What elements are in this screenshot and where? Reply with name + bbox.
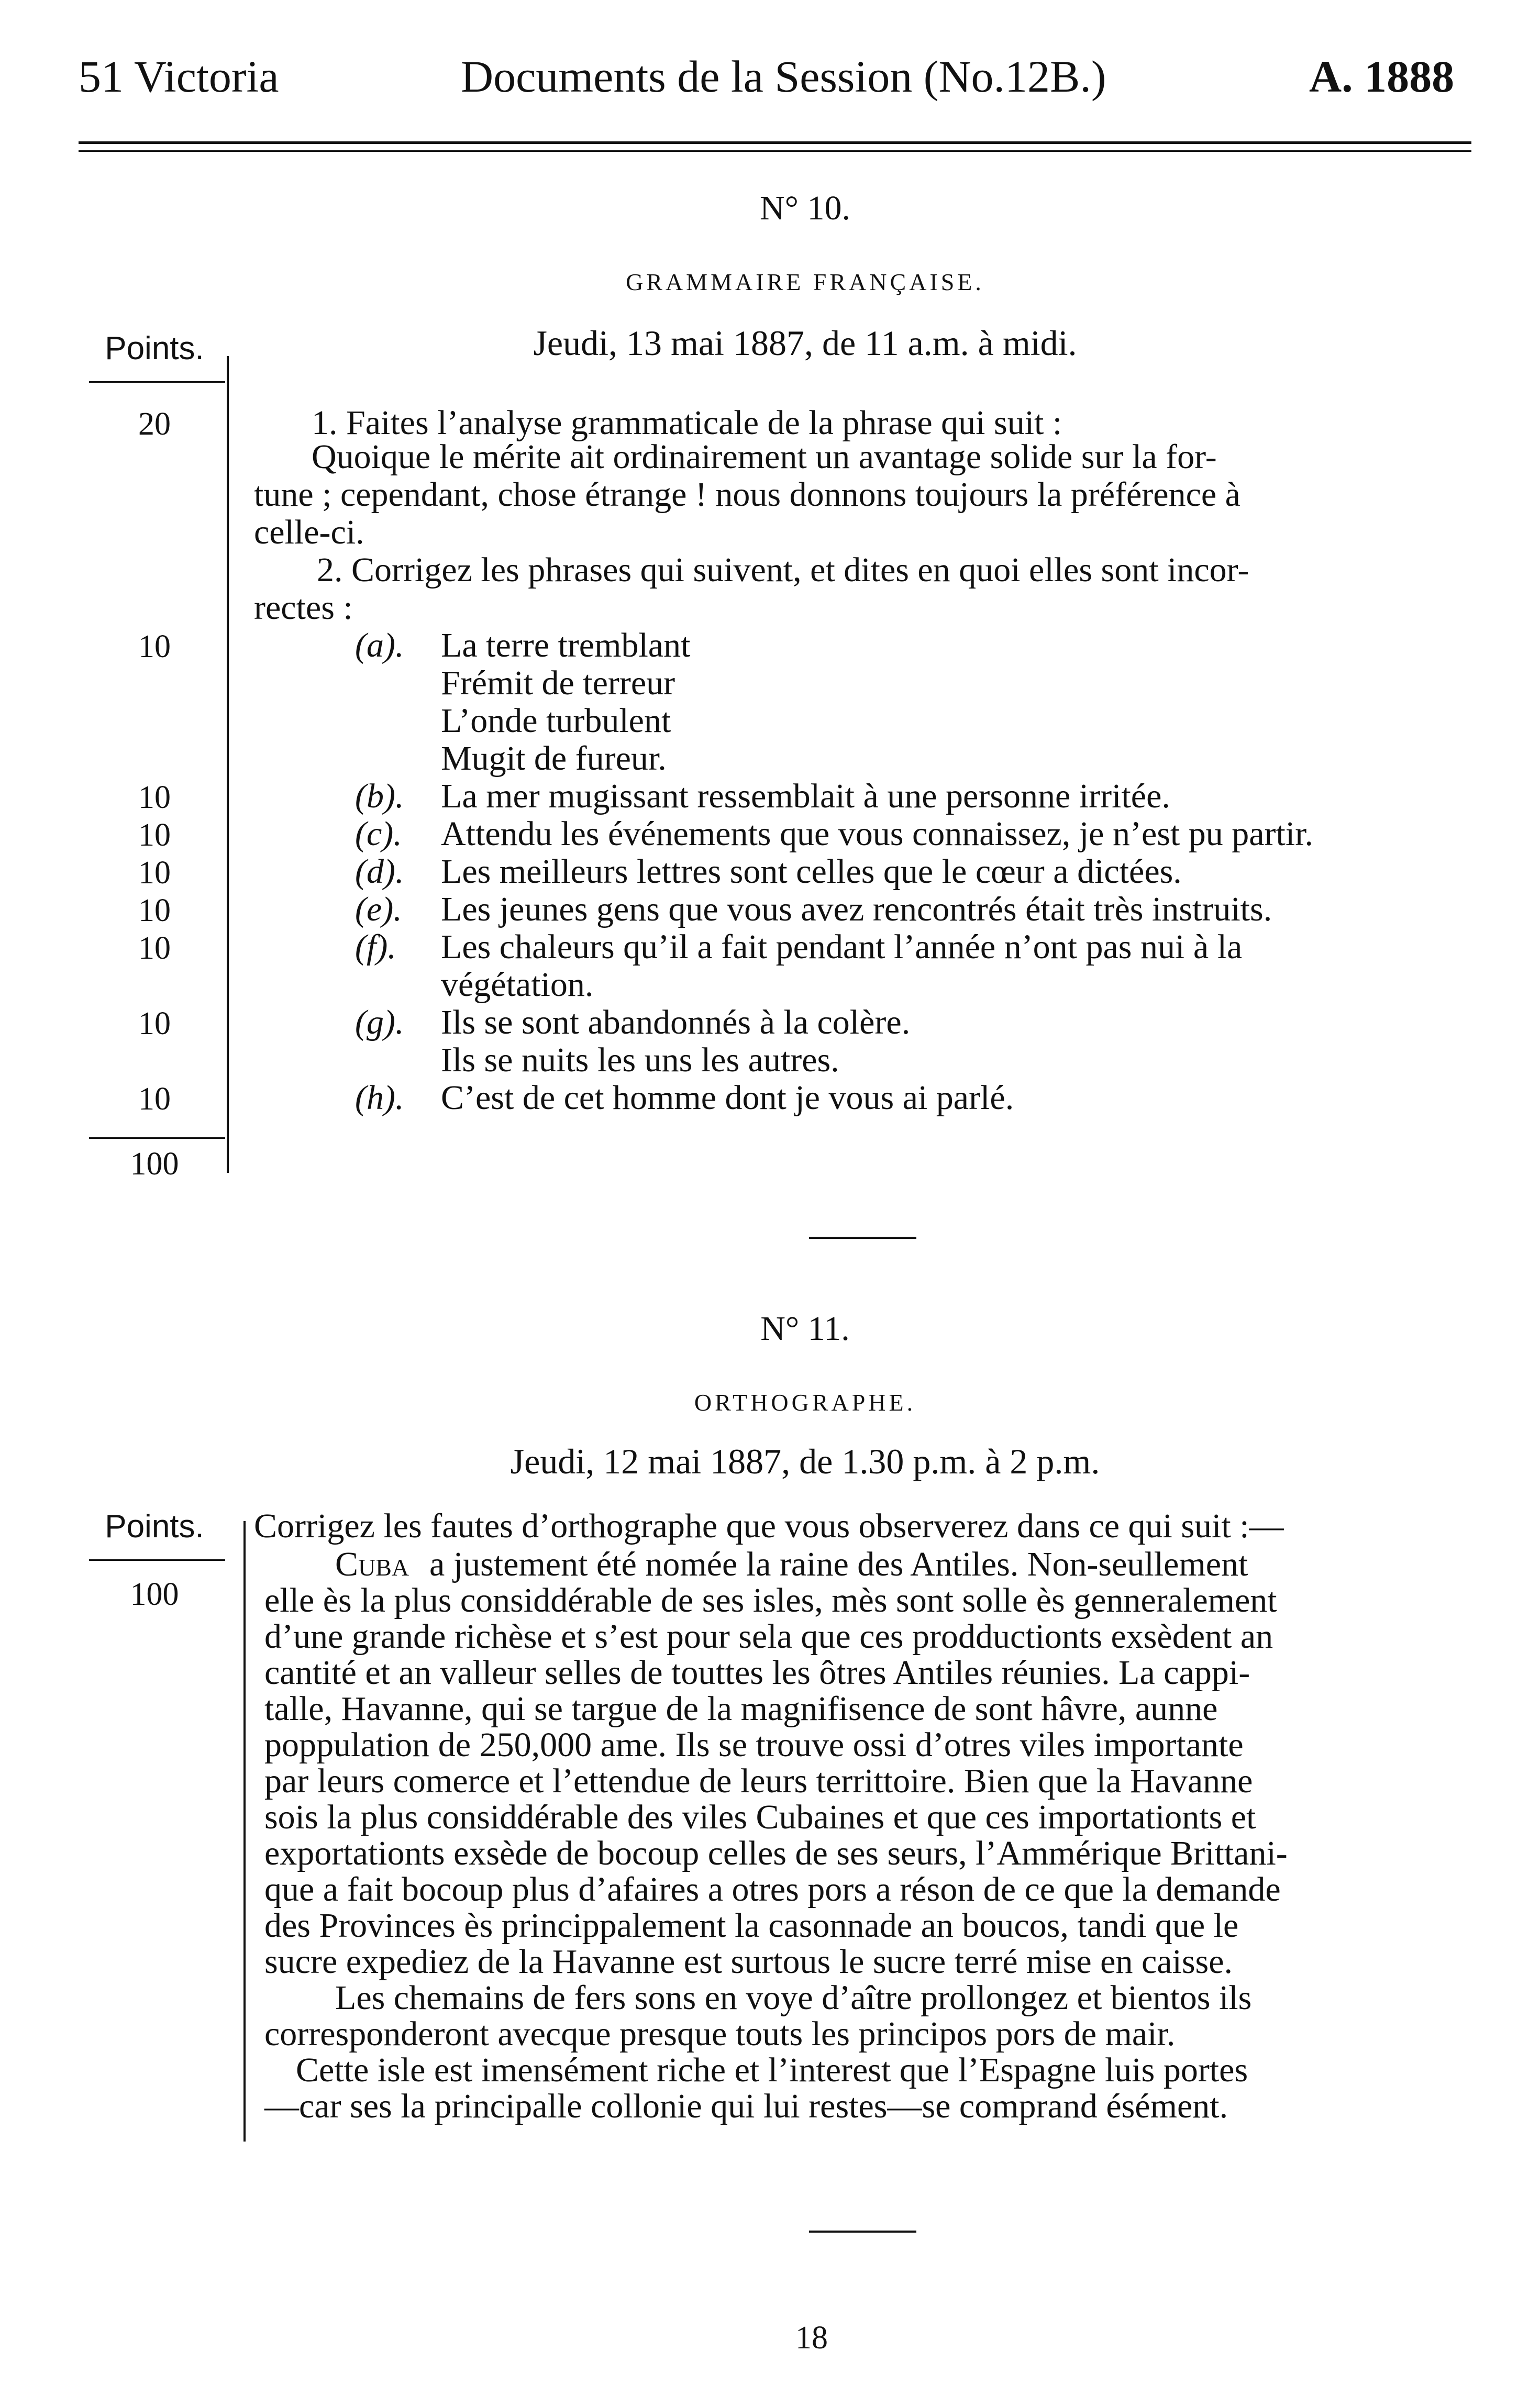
header-right: A. 1888	[1309, 51, 1455, 102]
exam11-date: Jeudi, 12 mai 1887, de 1.30 p.m. à 2 p.m.	[510, 1441, 1100, 1481]
header-rule-bottom	[79, 150, 1471, 152]
exam10-item-line: végétation.	[441, 966, 594, 1004]
exam11-subject: ORTHOGRAPHE.	[694, 1389, 916, 1416]
exam10-point-value: 10	[138, 780, 171, 815]
header-left: 51 Victoria	[79, 51, 279, 102]
exam11-line: d’une grande richèse et s’est pour sela que ces prodductionts exsèdent an	[264, 1617, 1273, 1656]
exam11-number: N° 11.	[760, 1310, 850, 1348]
exam11-cuba: Cuba	[335, 1545, 409, 1583]
footer-separator	[809, 2231, 916, 2233]
exam11-line: talle, Havanne, qui se targue de la magnifisence de sont hâvre, aunne	[264, 1690, 1218, 1728]
exam11-line: cantité et an valleur selles de touttes les ôtres Antiles réunies. La cappi-	[264, 1654, 1250, 1692]
exam10-line: Quoique le mérite ait ordinairement un avantage solide sur la for-	[312, 438, 1217, 476]
exam10-total: 100	[130, 1146, 179, 1182]
exam10-item-line: Frémit de terreur	[441, 664, 675, 702]
exam10-point-value: 10	[138, 817, 171, 853]
exam10-point-value: 10	[138, 855, 171, 891]
exam11-line: exportationts exsède de bocoup celles de ses seurs, l’Ammérique Brittani-	[264, 1834, 1288, 1872]
exam10-total-rule	[89, 1137, 225, 1139]
exam10-item-label: (a).	[355, 626, 404, 664]
exam10-line: rectes :	[254, 589, 353, 627]
header-rule-top	[79, 141, 1471, 144]
exam10-item-line: Les jeunes gens que vous avez rencontrés était très instruits.	[441, 890, 1272, 928]
exam11-points-rule	[89, 1559, 225, 1561]
exam10-item-line: C’est de cet homme dont je vous ai parlé.	[441, 1079, 1014, 1117]
exam11-line: —car ses la principalle collonie qui lui restes—se comprand ésément.	[264, 2087, 1228, 2125]
exam10-item-label: (c).	[355, 815, 402, 853]
exam10-points-label: Points.	[105, 330, 204, 367]
exam10-point-value: 10	[138, 629, 171, 664]
exam10-item-label: (h).	[355, 1079, 404, 1117]
exam11-line: elle ès la plus considdérable de ses isles, mès sont solle ès genneralement	[264, 1581, 1277, 1619]
page-number: 18	[795, 2320, 828, 2356]
exam11-points-value: 100	[130, 1577, 179, 1612]
exam11-margin-line	[243, 1521, 246, 2142]
exam11-line: sucre expediez de la Havanne est surtous le sucre terré mise en caisse.	[264, 1943, 1233, 1981]
exam11-line: par leurs comerce et l’ettendue de leurs territtoire. Bien que la Havanne	[264, 1762, 1253, 1800]
exam10-point-value: 20	[138, 406, 171, 442]
exam10-points-rule	[89, 381, 225, 383]
exam10-item-label: (b).	[355, 777, 404, 815]
exam10-point-value: 10	[138, 1006, 171, 1041]
exam11-intro: Corrigez les fautes d’orthographe que vous observerez dans ce qui suit :—	[254, 1507, 1284, 1545]
exam10-date: Jeudi, 13 mai 1887, de 11 a.m. à midi.	[533, 323, 1077, 363]
exam10-item-label: (f).	[355, 928, 396, 966]
exam11-line: poppulation de 250,000 ame. Ils se trouve ossi d’otres viles importante	[264, 1726, 1244, 1764]
exam10-line: celle-ci.	[254, 513, 364, 551]
exam10-item-line: Les meilleurs lettres sont celles que le cœur a dictées.	[441, 852, 1182, 891]
exam10-point-value: 10	[138, 930, 171, 966]
exam11-line: a justement été nomée la raine des Antiles. Non-seullement	[429, 1545, 1248, 1583]
header-center: Documents de la Session (No.12B.)	[461, 51, 1106, 102]
exam10-item-line: La terre tremblant	[441, 626, 691, 664]
exam10-point-value: 10	[138, 893, 171, 928]
exam10-line: 2. Corrigez les phrases qui suivent, et dites en quoi elles sont incor-	[317, 551, 1249, 589]
exam10-item-line: Ils se nuits les uns les autres.	[441, 1041, 839, 1079]
exam10-line: 1. Faites l’analyse grammaticale de la phrase qui suit :	[312, 404, 1062, 442]
exam10-item-label: (g).	[355, 1003, 404, 1041]
exam11-line: des Provinces ès princippalement la casonnade an boucos, tandi que le	[264, 1906, 1239, 1945]
exam10-margin-line	[227, 356, 229, 1173]
exam11-points-label: Points.	[105, 1508, 204, 1545]
exam10-number: N° 10.	[759, 189, 851, 227]
exam10-item-label: (e).	[355, 890, 402, 928]
exam10-item-line: La mer mugissant ressemblait à une personne irritée.	[441, 777, 1170, 815]
exam10-point-value: 10	[138, 1081, 171, 1117]
exam11-line: que a fait bocoup plus d’afaires a otres pors a réson de ce que la demande	[264, 1870, 1281, 1909]
exam10-item-line: Ils se sont abandonnés à la colère.	[441, 1003, 911, 1041]
exam10-item-line: Les chaleurs qu’il a fait pendant l’année n’ont pas nui à la	[441, 928, 1243, 966]
exam10-line: tune ; cependant, chose étrange ! nous donnons toujours la préférence à	[254, 475, 1240, 514]
exam11-line: Les chemains de fers sons en voye d’aître prollongez et bientos ils	[335, 1979, 1252, 2017]
exam10-item-label: (d).	[355, 852, 404, 891]
exam11-line: Cette isle est imensément riche et l’interest que l’Espagne luis portes	[296, 2051, 1248, 2089]
exam10-subject: GRAMMAIRE FRANÇAISE.	[626, 269, 984, 295]
exam10-item-line: Attendu les événements que vous connaissez, je n’est pu partir.	[441, 815, 1314, 853]
section-separator	[809, 1237, 916, 1239]
exam10-item-line: Mugit de fureur.	[441, 739, 667, 778]
exam11-line: corresponderont avecque presque touts les principos pors de mair.	[264, 2015, 1176, 2053]
exam10-item-line: L’onde turbulent	[441, 702, 671, 740]
exam11-line: sois la plus considdérable des viles Cubaines et que ces importationts et	[264, 1798, 1256, 1836]
